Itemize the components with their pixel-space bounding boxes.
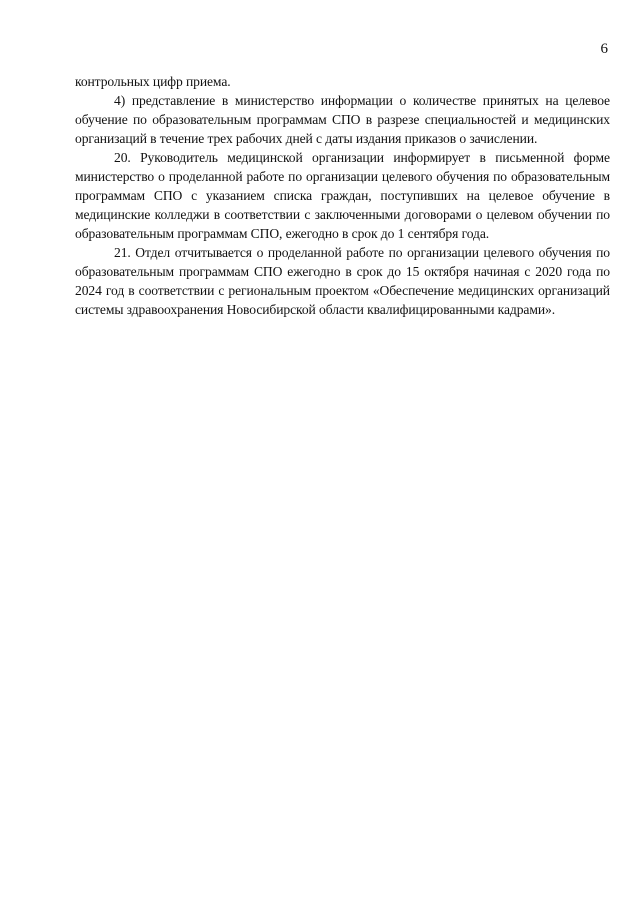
document-body (75, 72, 610, 319)
paragraph-item-4: 4) представление в министерство информации о количестве принятых на целевое обучение по образовательным программам СПО в разрезе специальностей и медицинских организаций в течение трех рабочих дней с даты издания приказов о зачислении. (75, 93, 610, 146)
paragraph-continuation: контрольных цифр приема. (75, 74, 231, 89)
paragraph-clause-20: 20. Руководитель медицинской организации информирует в письменной форме министерство о проделанной работе по организации целевого обучения по образовательным программам СПО с указанием списка граждан, поступивших на целевое обучение в медицинские колледжи в соответствии с заключенными договорами о целевом обучении по образовательным программам СПО, ежегодно в срок до 1 сентября года. (75, 150, 610, 241)
paragraph-clause-21: 21. Отдел отчитывается о проделанной работе по организации целевого обучения по образовательным программам СПО ежегодно в срок до 15 октября начиная с 2020 года по 2024 год в соответствии с региональным проектом «Обеспечение медицинских организаций системы здравоохранения Новосибирской области квалифицированными кадрами». (75, 245, 610, 317)
page-number: 6 (600, 41, 608, 57)
